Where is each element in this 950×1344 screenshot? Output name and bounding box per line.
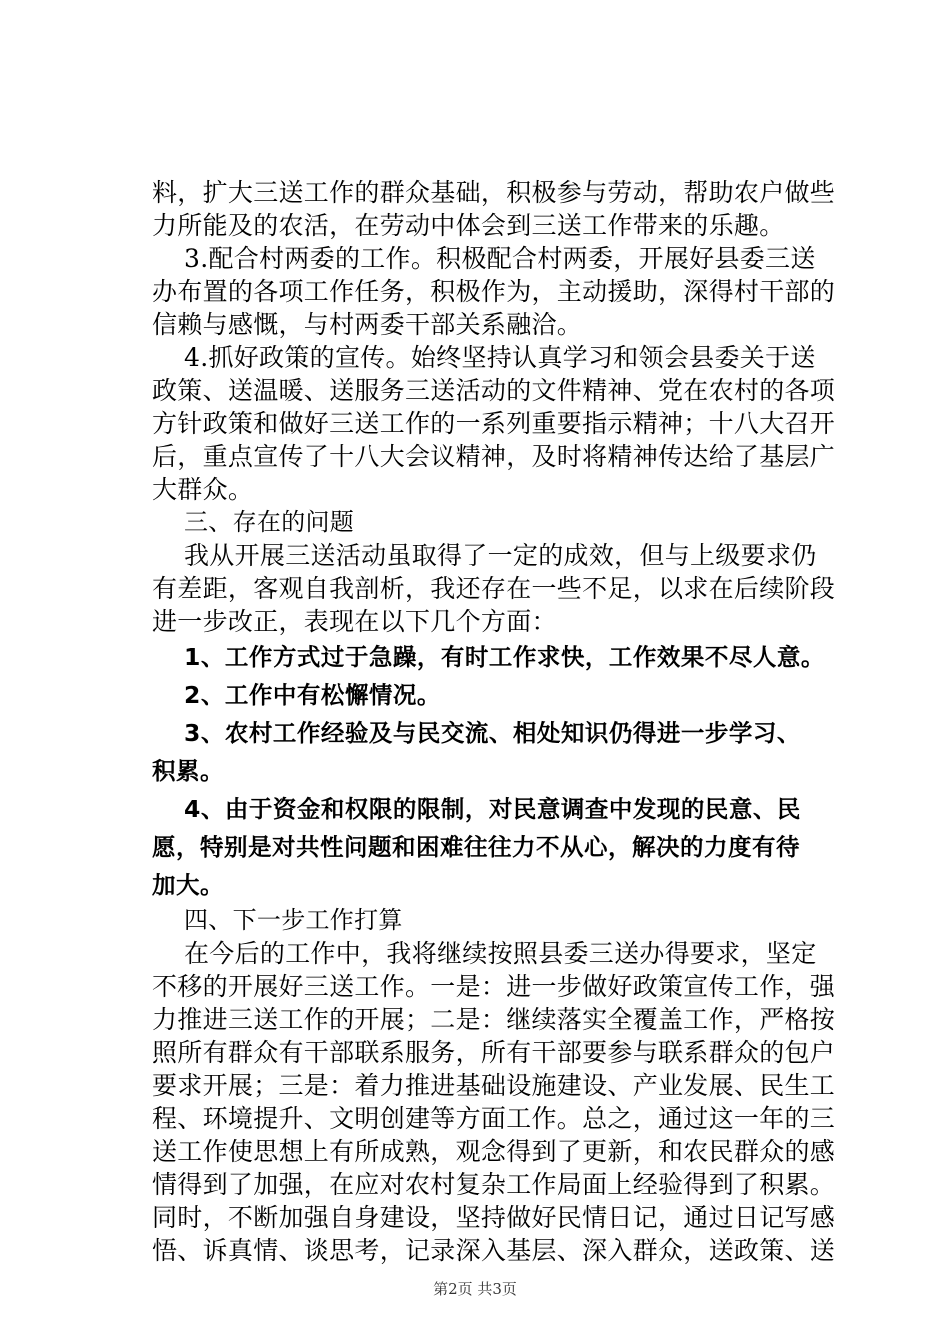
paragraph-line: 程、环境提升、文明创建等方面工作。总之，通过这一年的三 xyxy=(152,1104,836,1133)
paragraph-line: 3、农村工作经验及与民交流、相处知识仍得进一步学习、 xyxy=(184,719,801,747)
paragraph-line: 大群众。 xyxy=(152,475,254,504)
paragraph-line: 4.抓好政策的宣传。始终坚持认真学习和领会县委关于送 xyxy=(184,343,816,372)
paragraph-line: 政策、送温暖、送服务三送活动的文件精神、党在农村的各项 xyxy=(152,376,836,405)
paragraph-line: 积累。 xyxy=(152,757,224,785)
paragraph-line: 悟、诉真情、谈思考，记录深入基层、深入群众，送政策、送 xyxy=(152,1236,836,1265)
paragraph-line: 同时，不断加强自身建设，坚持做好民情日记，通过日记写感 xyxy=(152,1203,836,1232)
page-footer: 第2页 共3页 xyxy=(433,1280,517,1298)
paragraph-line: 4、由于资金和权限的限制，对民意调查中发现的民意、民 xyxy=(184,795,801,823)
paragraph-line: 方针政策和做好三送工作的一系列重要指示精神；十八大召开 xyxy=(152,409,836,438)
paragraph-line: 不移的开展好三送工作。一是：进一步做好政策宣传工作，强 xyxy=(152,972,836,1001)
paragraph-line: 照所有群众有干部联系服务，所有干部要参与联系群众的包户 xyxy=(152,1038,836,1067)
paragraph-line: 信赖与感慨，与村两委干部关系融洽。 xyxy=(152,310,583,339)
paragraph-line: 送工作使思想上有所成熟，观念得到了更新，和农民群众的感 xyxy=(152,1137,836,1166)
paragraph-line: 料，扩大三送工作的群众基础，积极参与劳动，帮助农户做些 xyxy=(152,178,836,207)
paragraph-line: 办布置的各项工作任务，积极作为，主动援助，深得村干部的 xyxy=(152,277,836,306)
paragraph-line: 1、工作方式过于急躁，有时工作求快，工作效果不尽人意。 xyxy=(184,643,825,671)
paragraph-line: 愿，特别是对共性问题和困难往往力不从心，解决的力度有待 xyxy=(152,833,800,861)
paragraph-line: 有差距，客观自我剖析，我还存在一些不足，以求在后续阶段 xyxy=(152,574,836,603)
paragraph-line: 在今后的工作中，我将继续按照县委三送办得要求，坚定 xyxy=(184,939,817,968)
paragraph-line: 加大。 xyxy=(152,871,224,899)
paragraph-line: 进一步改正，表现在以下几个方面： xyxy=(152,607,557,636)
paragraph-line: 力所能及的农活，在劳动中体会到三送工作带来的乐趣。 xyxy=(152,211,785,240)
paragraph-line: 后，重点宣传了十八大会议精神，及时将精神传达给了基层广 xyxy=(152,442,836,471)
section-heading: 三、存在的问题 xyxy=(184,508,355,536)
paragraph-line: 情得到了加强，在应对农村复杂工作局面上经验得到了积累。 xyxy=(152,1170,836,1199)
paragraph-line: 3.配合村两委的工作。积极配合村两委，开展好县委三送 xyxy=(184,244,816,273)
paragraph-line: 要求开展；三是：着力推进基础设施建设、产业发展、民生工 xyxy=(152,1071,836,1100)
paragraph-line: 我从开展三送活动虽取得了一定的成效，但与上级要求仍 xyxy=(184,541,817,570)
document-body xyxy=(152,176,836,1267)
paragraph-line: 力推进三送工作的开展；二是：继续落实全覆盖工作，严格按 xyxy=(152,1005,836,1034)
section-heading: 四、下一步工作打算 xyxy=(184,906,403,934)
paragraph-line: 2、工作中有松懈情况。 xyxy=(184,681,441,709)
